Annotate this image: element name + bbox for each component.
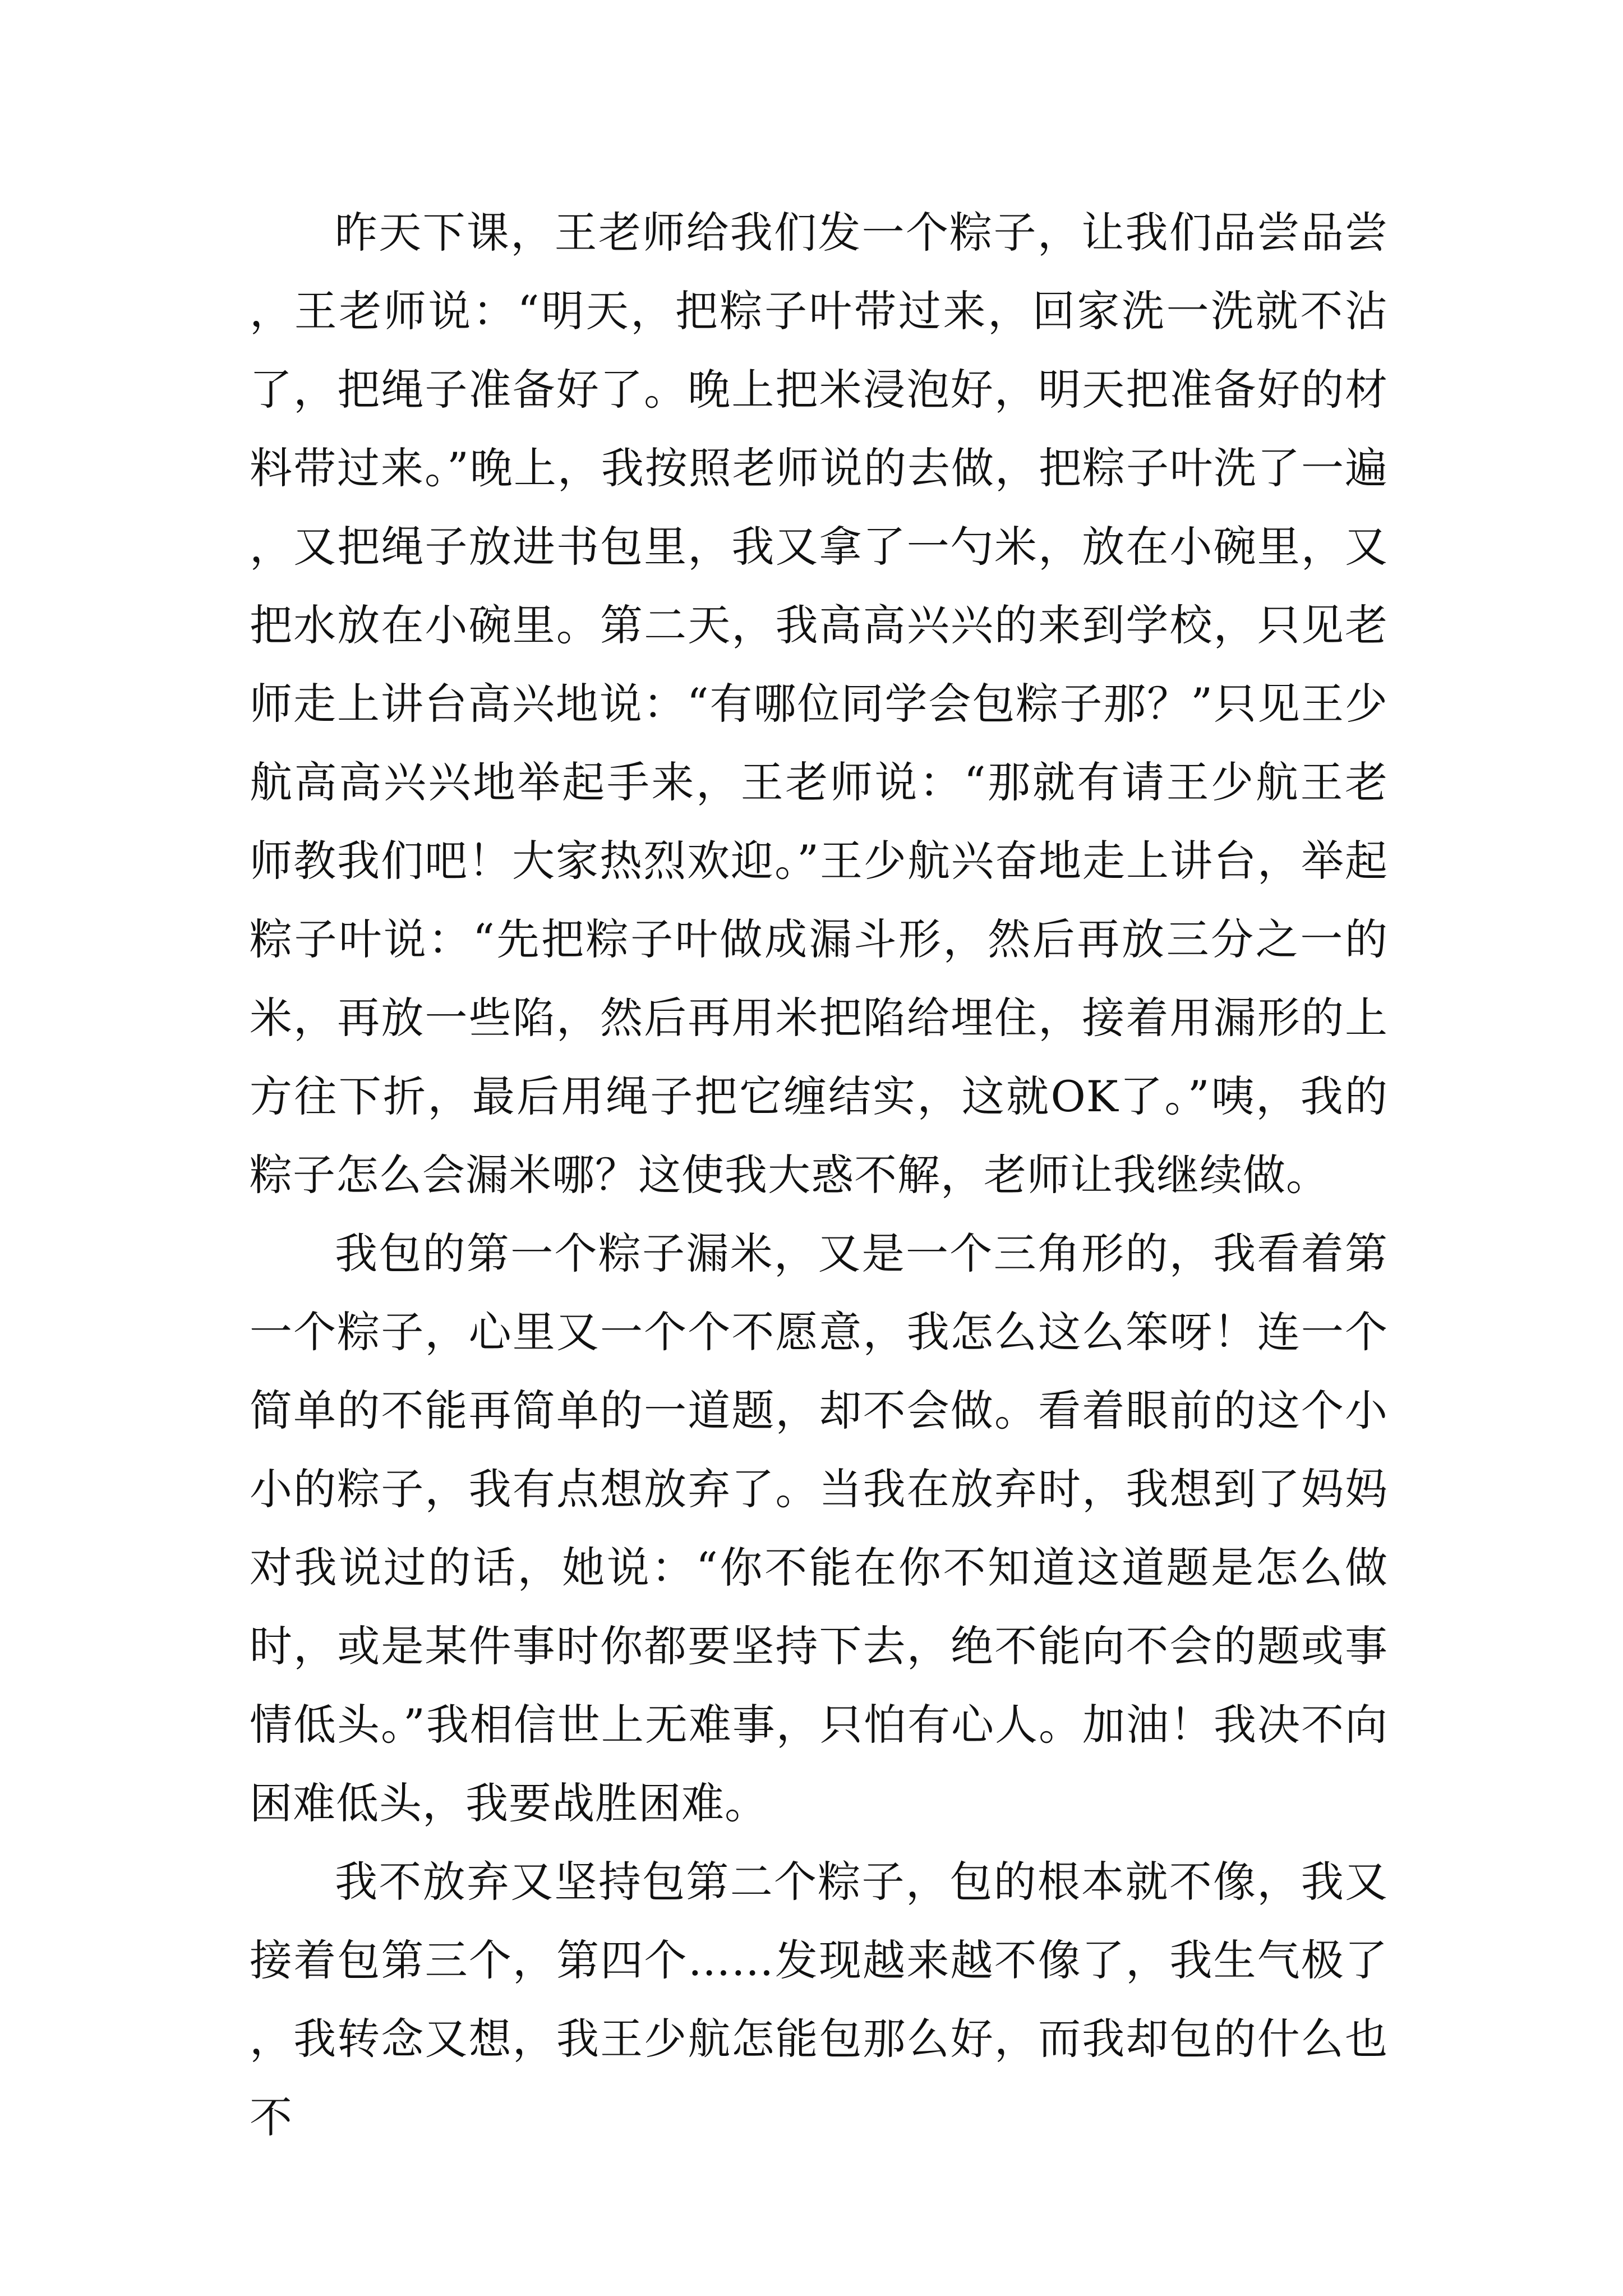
paragraph-3: 我不放弃又坚持包第二个粽子，包的根本就不像，我又接着包第三个，第四个……发现越来越不像了，我生气极了，我转念又想，我王少航怎能包那么好，而我却包的什么也不 (250, 1857, 1388, 2142)
paragraph-2: 我包的第一个粽子漏米，又是一个三角形的，我看着第一个粽子，心里又一个个不愿意，我怎么这么笨呀！连一个简单的不能再简单的一道题，却不会做。看着眼前的这个小小的粽子，我有点想放弃了。当我在放弃时，我想到了妈妈对我说过的话，她说：“你不能在你不知道这道题是怎么做时，或是某件事时你都要坚持下去，绝不能向不会的题或事情低头。”我相信世上无难事，只怕有心人。加油！我决不向困难低头，我要战胜困难。 (250, 1228, 1388, 1828)
paragraph-1: 昨天下课，王老师给我们发一个粽子，让我们品尝品尝，王老师说：“明天，把粽子叶带过来，回家洗一洗就不沾了，把绳子准备好了。晚上把米浸泡好，明天把准备好的材料带过来。”晚上，我按照老师说的去做，把粽子叶洗了一遍，又把绳子放进书包里，我又拿了一勺米，放在小碗里，又把水放在小碗里。第二天，我高高兴兴的来到学校，只见老师走上讲台高兴地说：“有哪位同学会包粽子那？”只见王少航高高兴兴地举起手来，王老师说：“那就有请王少航王老师教我们吧！大家热烈欢迎。”王少航兴奋地走上讲台，举起粽子叶说：“先把粽子叶做成漏斗形，然后再放三分之一的米，再放一些陷，然后再用米把陷给埋住，接着用漏形的上方往下折，最后用绳子把它缠结实，这就OK了。”咦，我的粽子怎么会漏米哪？这使我大惑不解，老师让我继续做。 (250, 208, 1388, 1200)
body-text (250, 194, 1388, 2157)
